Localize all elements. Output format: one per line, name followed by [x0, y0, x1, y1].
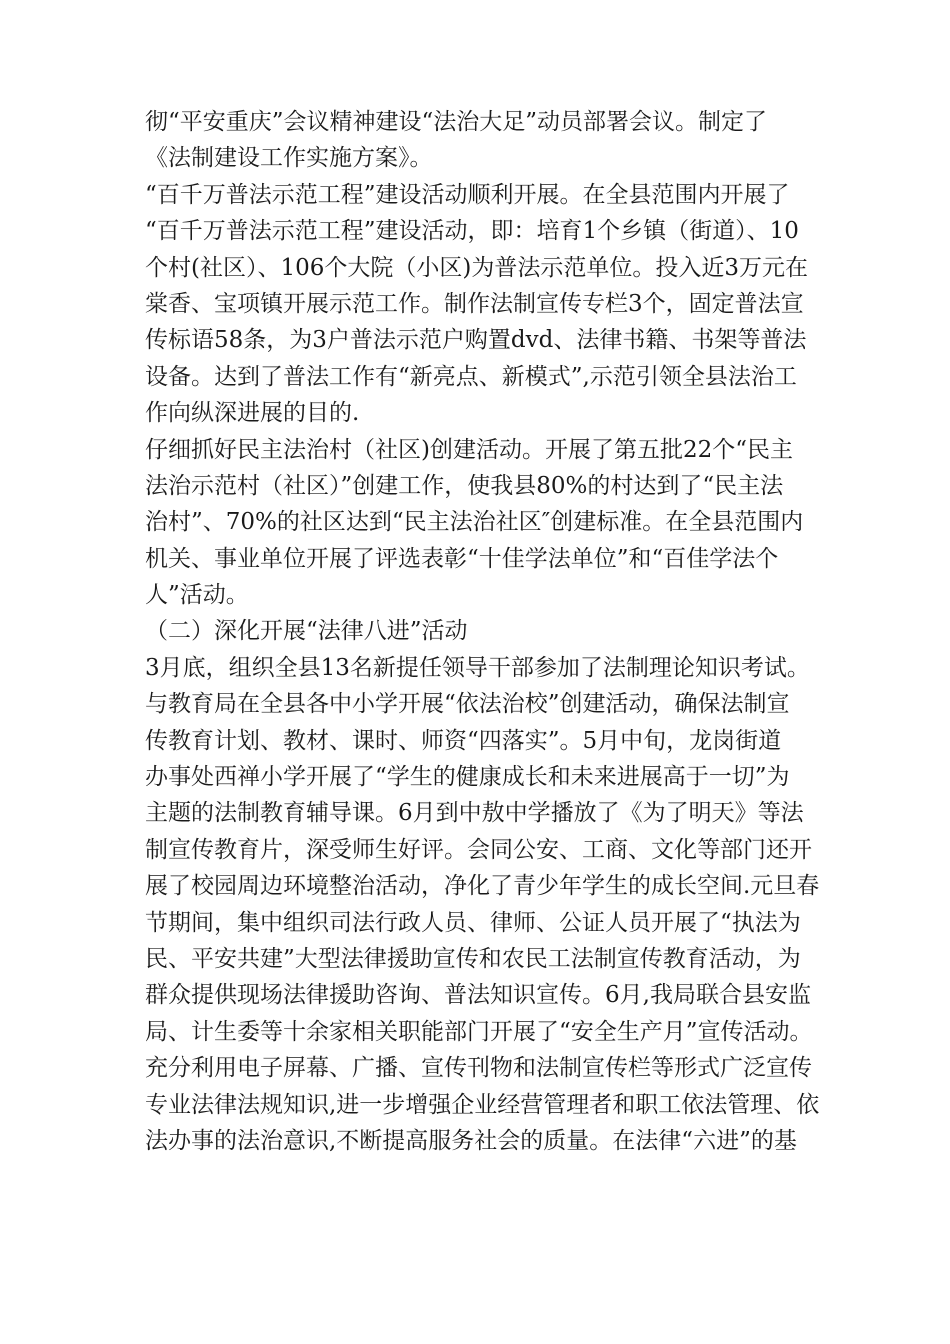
text-line: 棠香、宝项镇开展示范工作。制作法制宣传专栏3个，固定普法宣: [145, 290, 804, 317]
text-line: 与教育局在全县各中小学开展“依法治校”创建活动，确保法制宣: [145, 691, 790, 718]
text-line: 展了校园周边环境整治活动，净化了青少年学生的成长空间.元旦春: [145, 873, 820, 900]
text-line: 民、平安共建”大型法律援助宣传和农民工法制宣传教育活动，为: [145, 945, 801, 972]
text-line: 彻“平安重庆”会议精神建设“法治大足”动员部署会议。制定了: [145, 109, 768, 135]
text-line: 《法制建设工作实施方案》。: [145, 145, 433, 172]
text-line: “百千万普法示范工程”建设活动，即：培育1个乡镇（街道）、10: [145, 218, 799, 245]
text-line: 主题的法制教育辅导课。6月到中敖中学播放了《为了明天》等法: [145, 800, 804, 827]
text-line: 法办事的法治意识,不断提高服务社会的质量。在法律“六进”的基: [145, 1127, 797, 1154]
text-line: 制宣传教育片，深受师生好评。会同公安、工商、文化等部门还开: [145, 836, 812, 863]
document-body: [145, 104, 835, 1159]
text-line: 仔细抓好民主法治村（社区)创建活动。开展了第五批22个“民主: [145, 436, 793, 463]
text-line: 设备。达到了普法工作有“新亮点、新模式”,示范引领全县法治工: [145, 363, 797, 390]
text-line: 充分利用电子屏幕、广播、宣传刊物和法制宣传栏等形式广泛宣传: [145, 1055, 812, 1082]
text-line: 传教育计划、教材、课时、师资“四落实”。5月中旬，龙岗街道: [145, 727, 782, 754]
text-line: 局、计生委等十余家相关职能部门开展了“安全生产月”宣传活动。: [145, 1018, 813, 1045]
text-line: 传标语58条，为3户普法示范户购置dvd、法律书籍、书架等普法: [145, 327, 807, 354]
text-line: 专业法律法规知识,进一步增强企业经营管理者和职工依法管理、依: [145, 1091, 820, 1118]
text-line: 人”活动。: [145, 582, 249, 609]
text-line: 办事处西禅小学开展了“学生的健康成长和未来进展高于一切”为: [145, 764, 790, 791]
text-line: 机关、事业单位开展了评选表彰“十佳学法单位”和“百佳学法个: [145, 545, 779, 572]
text-line: “百千万普法示范工程”建设活动顺利开展。在全县范围内开展了: [145, 181, 790, 208]
text-line: 治村”、70%的社区达到“民主法治社区″创建标准。在全县范围内: [145, 509, 804, 536]
text-line: 节期间，集中组织司法行政人员、律师、公证人员开展了“执法为: [145, 909, 801, 936]
section-heading: （二）深化开展“法律八进”活动: [145, 618, 468, 645]
text-line: 个村(社区）、106个大院（小区)为普法示范单位。投入近3万元在: [145, 254, 808, 281]
text-line: 法治示范村（社区）”创建工作，使我县80%的村达到了“民主法: [145, 472, 784, 499]
text-line: 群众提供现场法律援助咨询、普法知识宣传。6月,我局联合县安监: [145, 982, 811, 1009]
text-line: 作向纵深进展的目的.: [145, 400, 360, 427]
text-line: 3月底，组织全县13名新提任领导干部参加了法制理论知识考试。: [145, 654, 810, 681]
